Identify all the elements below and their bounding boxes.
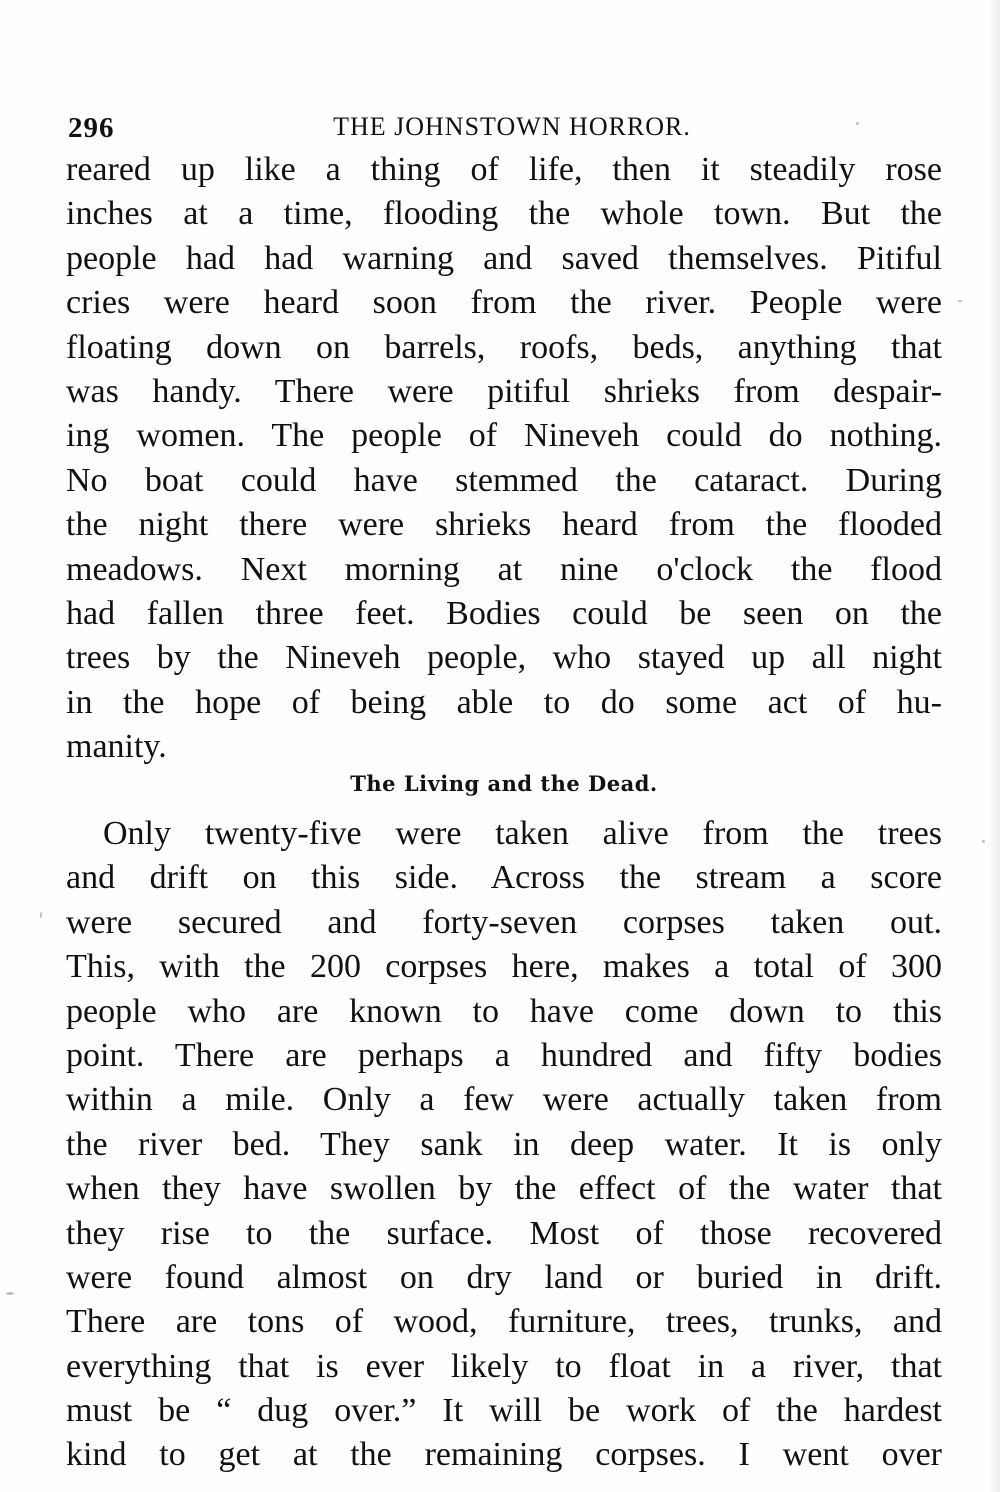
text-line: had fallen three feet. Bodies could be seen on the [66,594,942,632]
text-line: reared up like a thing of life, then it steadily rose [66,151,942,188]
text-line: people had had warning and saved themselves. Pitiful [66,239,942,277]
text-line: cries were heard soon from the river. People were [66,284,942,322]
text-line: were secured and forty-seven corpses taken out. [66,903,942,941]
text-line: when they have swollen by the effect of the water that [66,1170,942,1208]
page-number: 296 [68,112,115,144]
paper-speck [856,122,859,125]
text-line: There are tons of wood, furniture, trees, trunks, and [66,1303,942,1341]
text-line: everything that is ever likely to float in a river, that [66,1347,942,1385]
text-line: No boat could have stemmed the cataract. During [66,461,942,499]
text-line: Only twenty-five were taken alive from the trees [103,815,942,852]
text-line: they rise to the surface. Most of those recovered [66,1214,942,1252]
text-line: meadows. Next morning at nine o'clock the flood [66,550,942,588]
text-line: people who are known to have come down to this [66,992,942,1030]
text-line: in the hope of being able to do some act of hu- [66,683,942,721]
text-line: the river bed. They sank in deep water. It is only [66,1125,942,1163]
section-heading [0,771,1000,796]
paper-speck [40,912,42,918]
paragraph-1 [66,148,942,769]
paper-speck [982,840,985,843]
text-line: were found almost on dry land or buried in drift. [66,1258,942,1296]
running-title [0,112,1000,142]
text-line: ing women. The people of Nineveh could do nothing. [66,417,942,455]
section-heading-text: The Living and the Dead. [350,771,658,796]
paragraph-2 [66,812,942,1478]
text-line: must be “ dug over.” It will be work of the hardest [66,1392,942,1430]
text-line: inches at a time, flooding the whole town. But the [66,195,942,233]
text-line: trees by the Nineveh people, who stayed up all night [66,639,942,677]
text-line: within a mile. Only a few were actually taken from [66,1081,942,1119]
text-line: point. There are perhaps a hundred and fifty bodies [66,1036,942,1074]
text-line: and drift on this side. Across the stream a score [66,859,942,897]
running-title-text: THE JOHNSTOWN HORROR. [333,112,691,141]
text-line: This, with the 200 corpses here, makes a total of 300 [66,948,942,986]
text-line: was handy. There were pitiful shrieks from despair- [66,372,942,410]
text-line: manity. [66,728,167,766]
text-line: floating down on barrels, roofs, beds, anything that [66,328,942,366]
paper-speck [958,300,962,302]
page-edge-shadow [988,0,1000,1492]
paper-speck [6,1292,14,1295]
text-line: the night there were shrieks heard from the flooded [66,506,942,544]
text-line: kind to get at the remaining corpses. I went over [66,1436,942,1474]
